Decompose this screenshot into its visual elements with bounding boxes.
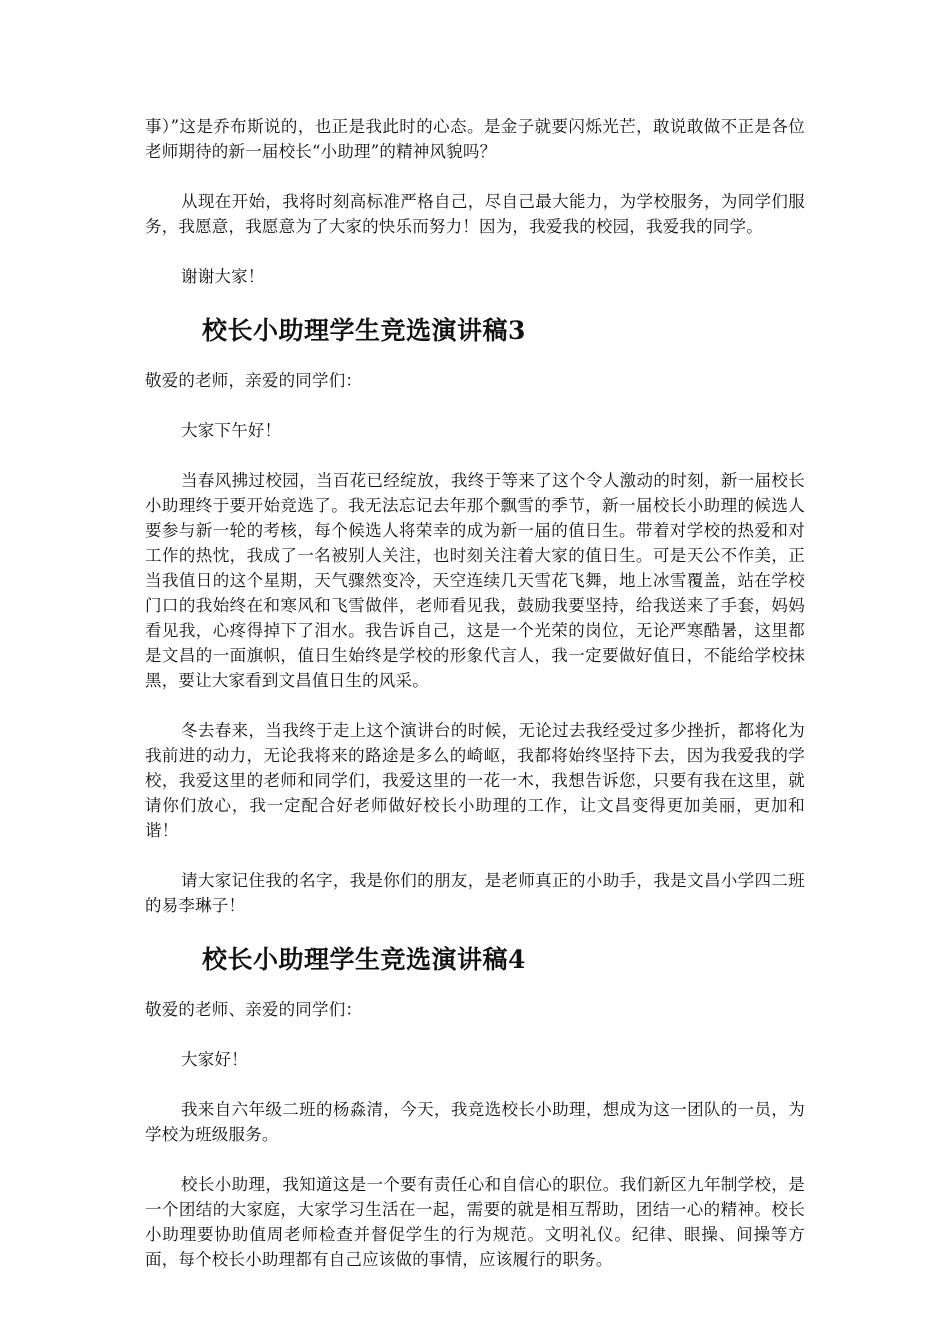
paragraph: 我来自六年级二班的杨淼清，今天，我竞选校长小助理，想成为这一团队的一员，为学校为班级服务。 bbox=[145, 1100, 805, 1144]
greeting: 大家下午好！ bbox=[181, 421, 282, 440]
paragraph: 从现在开始，我将时刻高标准严格自己，尽自己最大能力，为学校服务，为同学们服务，我愿意，我愿意为了大家的快乐而努力！因为，我爱我的校园，我爱我的同学。 bbox=[145, 192, 805, 236]
paragraph: 请大家记住我的名字，我是你们的朋友，是老师真正的小助手，我是文昌小学四二班的易李琳子！ bbox=[145, 871, 805, 915]
paragraph: 冬去春来，当我终于走上这个演讲台的时候，无论过去我经受过多少挫折，都将化为我前进的动力，无论我将来的路途是多么的崎岖，我都将始终坚持下去，因为我爱我的学校，我爱这里的老师和同学们，我爱这里的一花一木，我想告诉您，只要有我在这里，就请你们放心，我一定配合好老师做好校长小助理的工作，让文昌变得更加美丽，更加和谐！ bbox=[145, 721, 805, 840]
document-body bbox=[145, 114, 805, 1297]
paragraph: 事）”这是乔布斯说的，也正是我此时的心态。是金子就要闪烁光芒，敢说敢做不正是各位老师期待的新一届校长“小助理”的精神风貌吗？ bbox=[145, 117, 805, 161]
closing-thanks: 谢谢大家！ bbox=[181, 267, 265, 286]
section-heading: 校长小助理学生竞选演讲稿4 bbox=[202, 945, 526, 974]
section-heading: 校长小助理学生竞选演讲稿3 bbox=[202, 316, 526, 345]
greeting: 大家好！ bbox=[181, 1050, 248, 1069]
paragraph: 当春风拂过校园，当百花已经绽放，我终于等来了这个令人激动的时刻，新一届校长小助理终于要开始竞选了。我无法忘记去年那个飘雪的季节，新一届校长小助理的候选人要参与新一轮的考核，每个候选人将荣幸的成为新一届的值日生。带着对学校的热爱和对工作的热忱，我成了一名被别人关注，也时刻关注着大家的值日生。可是天公不作美，正当我值日的这个星期，天气骤然变冷，天空连续几天雪花飞舞，地上冰雪覆盖，站在学校门口的我始终在和寒风和飞雪做伴，老师看见我，鼓励我要坚持，给我送来了手套，妈妈看见我，心疼得掉下了泪水。我告诉自己，这是一个光荣的岗位，无论严寒酷暑，这里都是文昌的一面旗帜，值日生始终是学校的形象代言人，我一定要做好值日，不能给学校抹黑，要让大家看到文昌值日生的风采。 bbox=[145, 471, 805, 690]
paragraph: 校长小助理，我知道这是一个要有责任心和自信心的职位。我们新区九年制学校，是一个团结的大家庭，大家学习生活在一起，需要的就是相互帮助，团结一心的精神。校长小助理要协助值周老师检查并督促学生的行为规范。文明礼仪。纪律、眼操、间操等方面，每个校长小助理都有自己应该做的事情，应该履行的职务。 bbox=[145, 1175, 805, 1269]
salutation: 敬爱的老师、亲爱的同学们： bbox=[145, 1000, 363, 1019]
salutation: 敬爱的老师，亲爱的同学们： bbox=[145, 371, 363, 390]
